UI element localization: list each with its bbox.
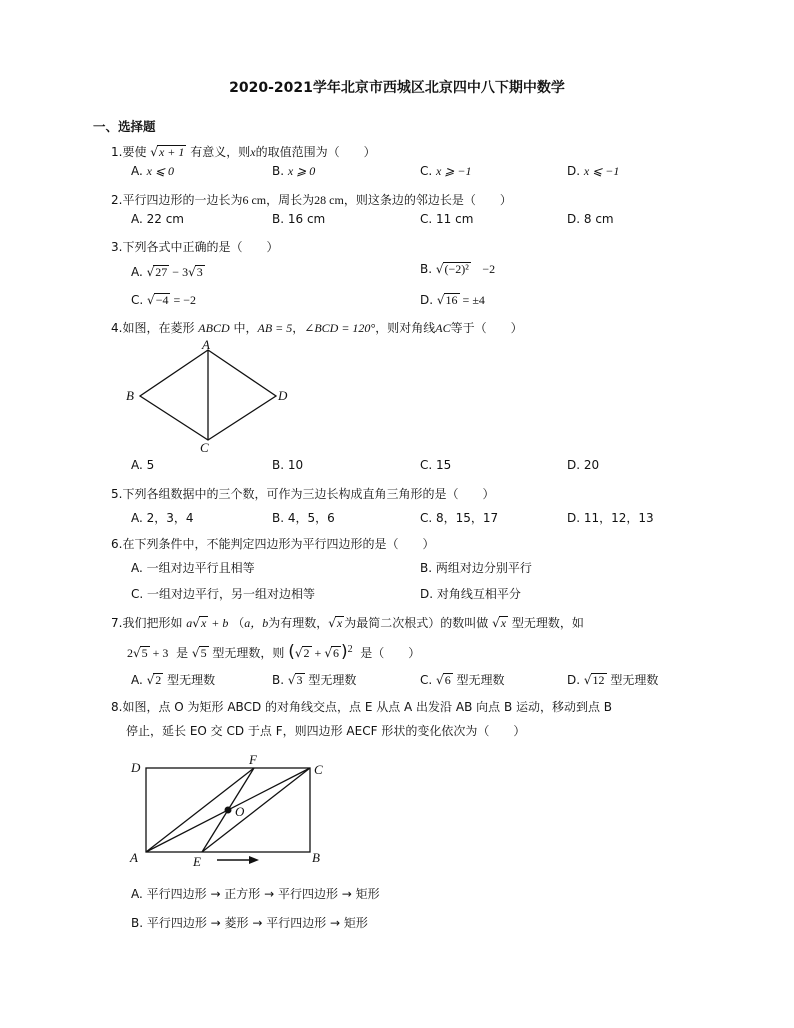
q1-option-a[interactable]: A. x ⩽ 0: [131, 164, 175, 178]
q1-text: 要使: [122, 145, 147, 159]
section-heading: 一、选择题: [93, 119, 156, 134]
q3-option-b[interactable]: B. √(−2)² −2: [420, 262, 496, 276]
question-7: 7.我们把形如 a√x + b （a，b为有理数，√x 为最简二次根式）的数叫做 √x 型无理数，如: [111, 616, 584, 630]
q8-option-a[interactable]: A. 平行四边形 → 正方形 → 平行四边形 → 矩形: [131, 887, 380, 901]
q7-example-line: 2√5 + 3 是 √5 型无理数，则 (√2 + √6 )$^2$ 是（ ）: [127, 642, 421, 662]
question-8-line-1: 8.如图，点 O 为矩形 ABCD 的对角线交点，点 E 从点 A 出发沿 AB 向点 B 运动，移动到点 B: [111, 700, 613, 714]
q7-option-c[interactable]: C. √6 型无理数: [420, 673, 505, 687]
q4-option-c[interactable]: C. 15: [420, 458, 452, 472]
q1-option-c[interactable]: C. x ⩾ −1: [420, 164, 472, 178]
page-title: 2020-2021学年北京市西城区北京四中八下期中数学: [229, 80, 565, 96]
q7-option-b[interactable]: B. √3 型无理数: [272, 673, 357, 687]
q5-option-b[interactable]: B. 4，5，6: [272, 511, 335, 525]
question-1: 1.要使 √x + 1 有意义，则x的取值范围为（ ）: [111, 145, 376, 159]
q6-option-c[interactable]: C. 一组对边平行，另一组对边相等: [131, 587, 316, 601]
q3-option-c[interactable]: C. √−4 = −2: [131, 293, 197, 307]
rect-label-b: B: [312, 850, 320, 865]
rect-label-c: C: [314, 762, 323, 777]
q3-option-a[interactable]: A. √27 − 3√3: [131, 265, 203, 279]
q7-option-a[interactable]: A. √2 型无理数: [131, 673, 216, 687]
rhombus-label-a: A: [202, 338, 210, 352]
rect-label-e: E: [193, 854, 201, 869]
rhombus-label-c: C: [200, 440, 209, 455]
q2-option-c[interactable]: C. 11 cm: [420, 212, 474, 226]
q8-option-b[interactable]: B. 平行四边形 → 菱形 → 平行四边形 → 矩形: [131, 916, 368, 930]
q1-radicand: x + 1: [158, 145, 185, 159]
rect-label-d: D: [131, 760, 141, 775]
q7-option-d[interactable]: D. √12 型无理数: [567, 673, 659, 687]
rectangle-figure: [125, 752, 340, 874]
question-4: 4.如图，在菱形 ABCD 中，AB = 5，∠BCD = 120°，则对角线AC等于（ ）: [111, 321, 523, 335]
q4-option-b[interactable]: B. 10: [272, 458, 304, 472]
q2-option-a[interactable]: A. 22 cm: [131, 212, 184, 226]
q5-option-d[interactable]: D. 11，12，13: [567, 511, 654, 525]
q5-option-a[interactable]: A. 2，3，4: [131, 511, 194, 525]
rhombus-label-b: B: [126, 388, 134, 403]
q4-option-a[interactable]: A. 5: [131, 458, 155, 472]
question-6: 6.在下列条件中，不能判定四边形为平行四边形的是（ ）: [111, 537, 435, 551]
q1-option-b[interactable]: B. x ⩾ 0: [272, 164, 316, 178]
question-3: 3.下列各式中正确的是（ ）: [111, 240, 279, 254]
rect-label-a: A: [130, 850, 138, 865]
q2-option-b[interactable]: B. 16 cm: [272, 212, 326, 226]
q2-option-d[interactable]: D. 8 cm: [567, 212, 614, 226]
rhombus-label-d: D: [278, 388, 288, 403]
q6-option-d[interactable]: D. 对角线互相平分: [420, 587, 521, 601]
question-2: 2.平行四边形的一边长为6 cm，周长为28 cm，则这条边的邻边长是（ ）: [111, 193, 512, 207]
q1-text-3: 的取值范围为（ ）: [255, 145, 376, 159]
q3-option-d[interactable]: D. √16 = ±4: [420, 293, 485, 307]
q1-text-2: 有意义，则: [190, 145, 251, 159]
q1-var: x: [250, 145, 256, 159]
question-5: 5.下列各组数据中的三个数，可作为三边长构成直角三角形的是（ ）: [111, 487, 495, 501]
q1-number: 1.: [111, 145, 123, 159]
rect-label-f: F: [249, 752, 257, 767]
q1-option-d[interactable]: D. x ⩽ −1: [567, 164, 620, 178]
question-8-line-2: 停止，延长 EO 交 CD 于点 F，则四边形 AECF 形状的变化依次为（ ）: [126, 724, 526, 738]
rhombus-figure: [120, 338, 300, 456]
q4-option-d[interactable]: D. 20: [567, 458, 600, 472]
q5-option-c[interactable]: C. 8，15，17: [420, 511, 499, 525]
q6-option-a[interactable]: A. 一组对边平行且相等: [131, 561, 255, 575]
rect-label-o: O: [235, 804, 245, 819]
q6-option-b[interactable]: B. 两组对边分别平行: [420, 561, 532, 575]
